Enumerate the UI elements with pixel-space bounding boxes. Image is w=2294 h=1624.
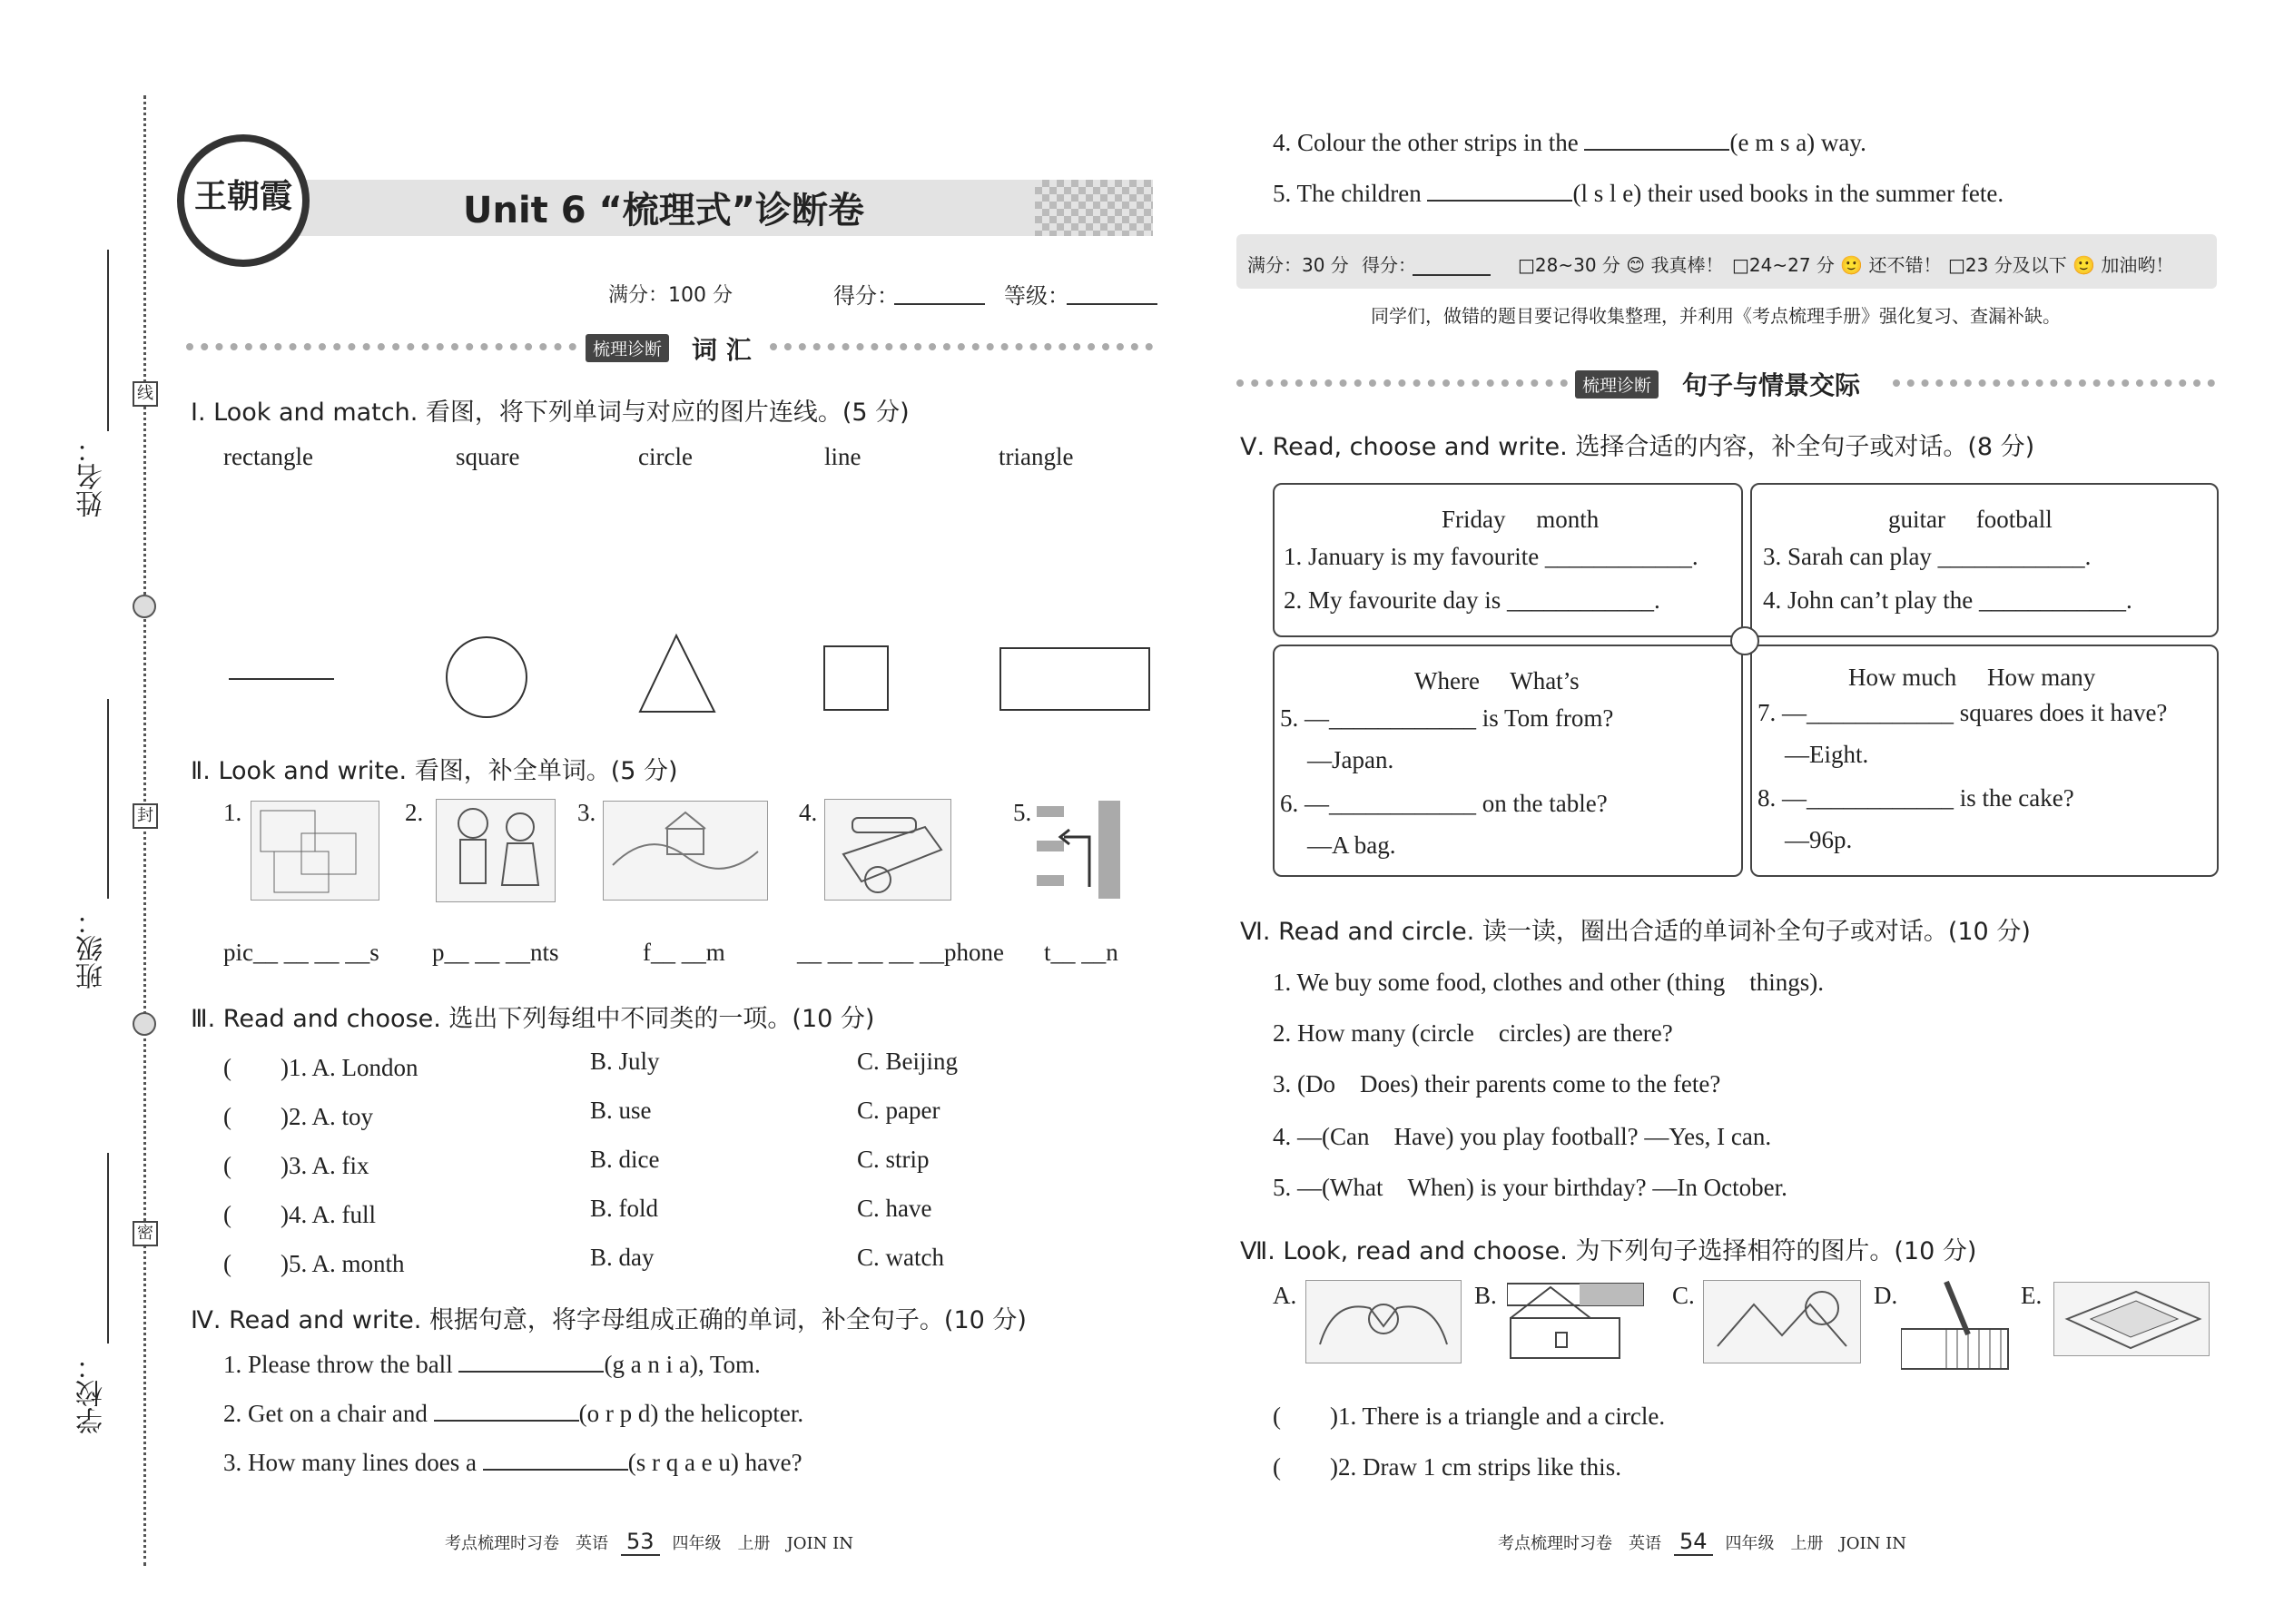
q3-option-a[interactable]: ( )4. A. full	[223, 1201, 376, 1228]
footer-text: 四年级 上册 JOIN IN	[672, 1534, 853, 1553]
q7-label: A.	[1273, 1282, 1297, 1309]
q4-item	[223, 1449, 802, 1477]
q7-label: C.	[1672, 1282, 1695, 1309]
q3-option-b[interactable]: B. dice	[590, 1146, 660, 1173]
q7-pic-e-game-board[interactable]	[2053, 1282, 2210, 1356]
q3-option-c[interactable]: C. watch	[857, 1244, 944, 1271]
q5-options: Where What’s	[1414, 667, 1580, 694]
section-tag: 梳理诊断	[586, 334, 669, 362]
section-title-sentences: 句子与情景交际	[1682, 370, 1861, 400]
q1-word[interactable]: rectangle	[223, 443, 313, 470]
q2-word[interactable]: p__ __ __nts	[432, 939, 559, 966]
footer-text: 四年级 上册 JOIN IN	[1725, 1534, 1906, 1553]
farm-illustration	[603, 801, 768, 901]
q7-heading: Ⅶ. Look, read and choose. 为下列句子选择相符的图片。(10 分)	[1240, 1237, 1977, 1265]
q1-word[interactable]: line	[824, 443, 861, 470]
q5-heading: Ⅴ. Read, choose and write. 选择合适的内容，补全句子或对话。(8 分)	[1240, 433, 2035, 461]
q3-option-b[interactable]: B. fold	[590, 1195, 659, 1222]
q7-item[interactable]: ( )2. Draw 1 cm strips like this.	[1273, 1453, 1621, 1481]
q1-word[interactable]: circle	[638, 443, 693, 470]
q4-item	[1273, 129, 1866, 157]
q4-pre: 4. Colour the other strips in the	[1273, 129, 1585, 156]
square-shape[interactable]	[824, 646, 888, 710]
footer-left	[445, 1529, 853, 1554]
class-label: 班级：	[76, 908, 108, 989]
q5-line[interactable]: 7. —____________ squares does it have?	[1757, 699, 2168, 726]
q6-item[interactable]: 3. (Do Does) their parents come to the fete?	[1273, 1070, 1721, 1097]
q2-word[interactable]: t__ __n	[1044, 939, 1118, 966]
section-divider	[770, 343, 1153, 350]
q4-pre: 2. Get on a chair and	[223, 1400, 434, 1427]
q3-option-c[interactable]: C. have	[857, 1195, 932, 1222]
section-divider	[186, 343, 576, 350]
school-line[interactable]	[107, 1153, 109, 1343]
q1-shapes	[218, 626, 1162, 735]
rectangle-shape[interactable]	[1000, 648, 1149, 710]
q2-word[interactable]: f__ __m	[643, 939, 725, 966]
q3-option-a[interactable]: ( )5. A. month	[223, 1250, 405, 1277]
q3-option-a[interactable]: ( )2. A. toy	[223, 1103, 373, 1130]
turn-illustration	[1037, 801, 1120, 901]
page-number: 54	[1674, 1529, 1713, 1556]
binding-tag-line: 线	[133, 381, 158, 407]
q5-line[interactable]: 8. —____________ is the cake?	[1757, 784, 2074, 812]
full-score: 满分：100 分	[608, 284, 733, 307]
q4-blank[interactable]	[483, 1469, 628, 1471]
q7-label: D.	[1874, 1282, 1898, 1309]
q2-heading: Ⅱ. Look and write. 看图，补全单词。(5 分)	[191, 757, 678, 785]
q6-heading: Ⅵ. Read and circle. 读一读，圈出合适的单词补全句子或对话。(10 分)	[1240, 918, 2031, 946]
q5-options: How much How many	[1848, 664, 2096, 691]
score-bar-field[interactable]	[1413, 274, 1491, 276]
q4-blank[interactable]	[458, 1371, 604, 1373]
footer-text: 考点梳理时习卷 英语	[445, 1534, 608, 1553]
parents-illustration	[436, 799, 556, 902]
q5-line[interactable]: 3. Sarah can play ____________.	[1763, 543, 2092, 570]
section-tag: 梳理诊断	[1575, 370, 1659, 399]
binding-tag-secret: 密	[133, 1221, 158, 1246]
q7-pic-c-hands-triangle[interactable]	[1703, 1280, 1861, 1363]
q7-label: B.	[1474, 1282, 1497, 1309]
circle-shape[interactable]	[447, 637, 527, 717]
section-divider	[1893, 379, 2215, 387]
q2-word[interactable]: __ __ __ __ __phone	[797, 939, 1004, 966]
q3-option-c[interactable]: C. strip	[857, 1146, 930, 1173]
binding-dot	[133, 1012, 156, 1036]
score-bar-full: 满分：30 分	[1247, 254, 1349, 276]
q3-option-b[interactable]: B. day	[590, 1244, 655, 1271]
q4-post: (g a n i a), Tom.	[604, 1351, 761, 1378]
name-label: 姓名：	[76, 436, 108, 517]
q5-options: Friday month	[1442, 506, 1600, 533]
banner-checker-pattern	[1035, 180, 1153, 236]
q4-blank[interactable]	[1584, 149, 1729, 151]
grade-label: 等级：	[1004, 283, 1069, 309]
q2-num: 5.	[1013, 799, 1032, 826]
rating-3[interactable]: □23 分及以下 🙂 加油哟！	[1948, 254, 2174, 276]
footer-text: 考点梳理时习卷 英语	[1498, 1534, 1661, 1553]
q5-line: —A bag.	[1307, 832, 1396, 859]
grade-field[interactable]	[1067, 303, 1157, 305]
q6-item[interactable]: 4. —(Can Have) you play football? —Yes, I can.	[1273, 1123, 1772, 1150]
q5-line: —96p.	[1785, 826, 1853, 853]
binding-tag-seal: 封	[133, 803, 158, 829]
binding-dot	[133, 595, 156, 618]
q7-pic-b-house-strips[interactable]	[1507, 1282, 1652, 1362]
q3-option-b[interactable]: B. use	[590, 1097, 652, 1124]
score-field[interactable]	[894, 303, 985, 305]
q7-pic-a-hands-heart[interactable]	[1305, 1280, 1462, 1363]
q4-item	[223, 1400, 803, 1428]
q3-option-b[interactable]: B. July	[590, 1048, 660, 1075]
q4-pre: 3. How many lines does a	[223, 1449, 483, 1476]
q2-num: 1.	[223, 799, 242, 826]
q4-item	[1273, 180, 2004, 208]
class-line[interactable]	[107, 699, 109, 899]
q5-options: guitar football	[1888, 506, 2053, 533]
q4-post: (s r q a e u) have?	[627, 1449, 802, 1476]
section-divider	[1236, 379, 1568, 387]
q7-item[interactable]: ( )1. There is a triangle and a circle.	[1273, 1403, 1666, 1430]
q5-line[interactable]: 2. My favourite day is ____________.	[1284, 586, 1660, 614]
rating-1[interactable]: □28~30 分 😊 我真棒！	[1518, 254, 1724, 276]
q4-post: (o r p d) the helicopter.	[578, 1400, 804, 1427]
q4-blank[interactable]	[434, 1420, 579, 1422]
page-title: Unit 6 “梳理式”诊断卷	[463, 190, 865, 231]
q4-pre: 5. The children	[1273, 180, 1428, 207]
q4-heading: Ⅳ. Read and write. 根据句意，将字母组成正确的单词，补全句子。(10 分)	[191, 1306, 1027, 1334]
brand-logo	[177, 134, 310, 267]
pictures-illustration	[251, 801, 379, 901]
q3-option-c[interactable]: C. Beijing	[857, 1048, 959, 1075]
q5-line: —Eight.	[1785, 741, 1869, 768]
q5-line[interactable]: 5. —____________ is Tom from?	[1280, 704, 1614, 732]
q2-num: 4.	[799, 799, 818, 826]
score-note: 同学们，做错的题目要记得收集整理，并利用《考点梳理手册》强化复习、查漏补缺。	[1371, 307, 2061, 327]
q5-line: —Japan.	[1307, 746, 1394, 773]
q4-blank[interactable]	[1427, 200, 1572, 202]
q3-heading: Ⅲ. Read and choose. 选出下列每组中不同类的一项。(10 分)	[191, 1005, 875, 1033]
q4-post: (e m s a) way.	[1729, 129, 1866, 156]
q2-num: 3.	[577, 799, 596, 826]
q3-option-c[interactable]: C. paper	[857, 1097, 940, 1124]
page-number: 53	[621, 1529, 660, 1556]
q3-option-a[interactable]: ( )1. A. London	[223, 1054, 418, 1081]
q6-item[interactable]: 1. We buy some food, clothes and other (thing things).	[1273, 969, 1824, 996]
q7-label: E.	[2021, 1282, 2043, 1309]
triangle-shape[interactable]	[640, 635, 714, 712]
q3-option-a[interactable]: ( )3. A. fix	[223, 1152, 369, 1179]
q4-pre: 1. Please throw the ball	[223, 1351, 459, 1378]
footer-right	[1498, 1529, 1906, 1554]
binding-dotted-line	[143, 95, 146, 1566]
q2-word[interactable]: pic__ __ __ __s	[223, 939, 379, 966]
name-line[interactable]	[107, 250, 109, 431]
q7-pic-d-draw-strips[interactable]	[1901, 1278, 2012, 1373]
score-bar-score: 得分：	[1362, 254, 1416, 276]
q4-item	[223, 1351, 761, 1379]
q5-line[interactable]: 4. John can’t play the ____________.	[1763, 586, 2132, 614]
q4-post: (l s l e) their used books in the summer fete.	[1572, 180, 2004, 207]
q1-word[interactable]: square	[456, 443, 520, 470]
q1-word[interactable]: triangle	[999, 443, 1074, 470]
rating-2[interactable]: □24~27 分 🙂 还不错！	[1732, 254, 1942, 276]
telephone-illustration	[824, 799, 951, 901]
q1-heading: Ⅰ. Look and match. 看图，将下列单词与对应的图片连线。(5 分)	[191, 399, 910, 427]
q2-num: 2.	[405, 799, 424, 826]
q6-item[interactable]: 2. How many (circle circles) are there?	[1273, 1019, 1673, 1047]
logo-text: 王朝霞	[193, 177, 292, 215]
score-label: 得分：	[833, 283, 899, 309]
q6-item[interactable]: 5. —(What When) is your birthday? —In October.	[1273, 1174, 1787, 1201]
section-title-vocab: 词 汇	[692, 335, 752, 365]
q5-line[interactable]: 1. January is my favourite ____________.	[1284, 543, 1698, 570]
box-joint	[1730, 626, 1759, 655]
school-label: 学校：	[76, 1353, 108, 1434]
q5-line[interactable]: 6. —____________ on the table?	[1280, 790, 1608, 817]
